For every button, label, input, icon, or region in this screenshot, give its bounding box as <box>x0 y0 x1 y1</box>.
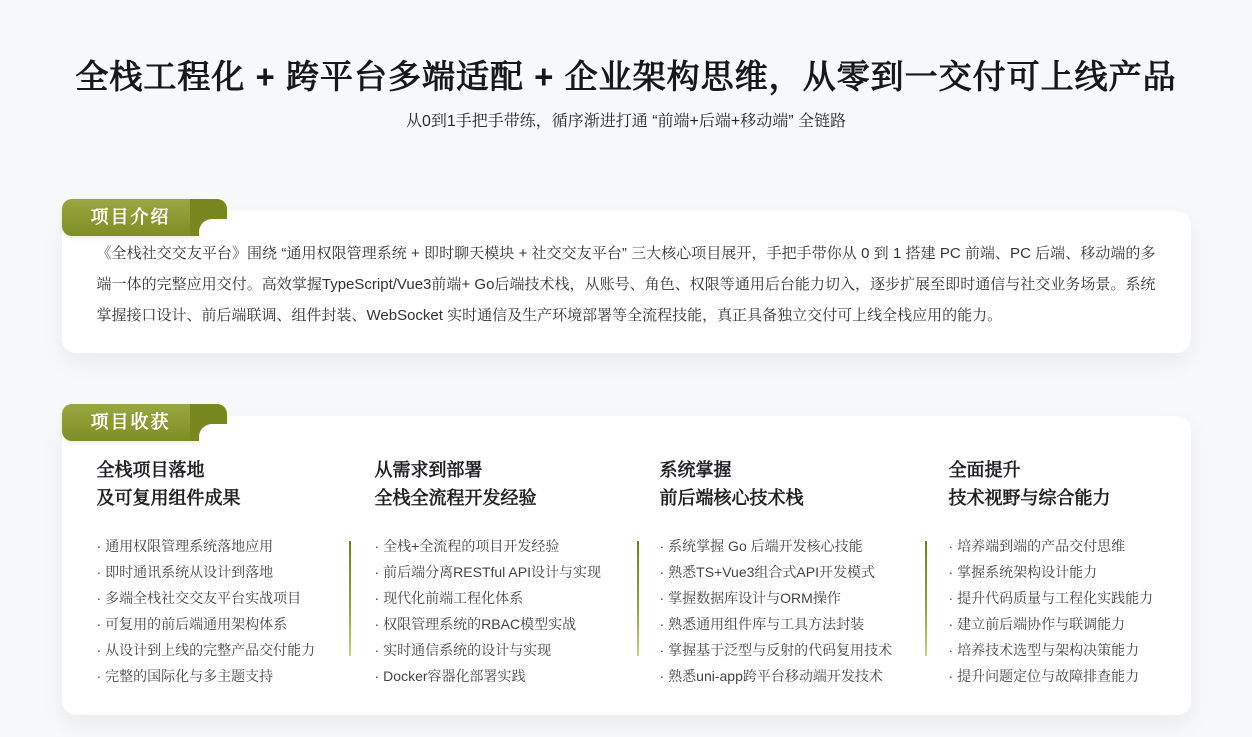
bullet-glyph: · <box>659 590 665 606</box>
gain-column-title <box>949 456 1156 512</box>
list-item: · 培养技术选型与架构决策能力 <box>948 642 1140 658</box>
list-item: · 建立前后端协作与联调能力 <box>948 616 1126 632</box>
tab-project-intro <box>62 199 200 236</box>
project-intro-card <box>62 211 1191 353</box>
list-item: · 权限管理系统的RBAC模型实战 <box>374 616 577 632</box>
list-item: · 现代化前端工程化体系 <box>374 590 524 606</box>
list-item: · 提升问题定位与故障排查能力 <box>948 668 1140 684</box>
list-item: · 掌握基于泛型与反射的代码复用技术 <box>659 642 893 658</box>
list-item: · 通用权限管理系统落地应用 <box>96 538 274 554</box>
list-item: · 从设计到上线的完整产品交付能力 <box>96 642 316 658</box>
list-item: · 熟悉通用组件库与工具方法封装 <box>659 616 865 632</box>
column-divider <box>349 541 351 656</box>
list-item: · 即时通讯系统从设计到落地 <box>96 564 274 580</box>
section-project-gains <box>62 404 1191 715</box>
gain-title-line: 技术视野与综合能力 <box>948 488 1111 508</box>
list-item: · 完整的国际化与多主题支持 <box>96 668 274 684</box>
hero-section <box>0 0 1252 133</box>
list-item: · Docker容器化部署实践 <box>374 668 526 684</box>
gain-title-line: 全栈项目落地 <box>96 460 205 480</box>
bullet-glyph: · <box>948 538 954 554</box>
page-subtitle: 从0到1手把手带练，循序渐进打通 “前端+后端+移动端” 全链路 <box>405 113 847 130</box>
bullet-glyph: · <box>659 538 665 554</box>
section-project-intro <box>62 199 1191 353</box>
bullet-glyph: · <box>96 642 102 658</box>
bullet-glyph: · <box>96 564 102 580</box>
project-intro-paragraph: 《全栈社交交友平台》围绕 “通用权限管理系统 + 即时聊天模块 + 社交交友平台” 三大核心项目展开，手把手带你从 0 到 1 搭建 PC 前端、PC 后端、移动端的多端一体的完整应用交付。高效掌握TypeScript/Vue3前端+ Go后端技术栈，从账号、角色、权限等通用后台能力切入，逐步扩展至即时通信与社交业务场景。系统掌握接口设计、前后端联调、组件封装、WebSocket 实时通信及生产环境部署等全流程技能，真正具备独立交付可上线全栈应用的能力。 <box>96 245 1156 324</box>
gains-grid <box>97 456 1156 689</box>
bullet-glyph: · <box>96 668 102 684</box>
bullet-glyph: · <box>96 616 102 632</box>
list-item: · 实时通信系统的设计与实现 <box>374 642 552 658</box>
gain-list <box>660 533 949 689</box>
gain-list <box>375 533 660 689</box>
list-item: · 系统掌握 Go 后端开发核心技能 <box>659 538 863 554</box>
bullet-glyph: · <box>374 616 380 632</box>
gain-list <box>97 533 375 689</box>
list-item: · 熟悉uni-app跨平台移动端开发技术 <box>659 668 883 684</box>
tab-fold-decoration <box>190 199 227 236</box>
bullet-glyph: · <box>96 538 102 554</box>
tab-project-gains-label: 项目收获 <box>90 412 171 432</box>
bullet-glyph: · <box>374 564 380 580</box>
gain-column-tech-stack <box>660 456 949 689</box>
list-item: · 掌握系统架构设计能力 <box>948 564 1098 580</box>
content-area <box>62 199 1191 715</box>
gain-title-line: 全面提升 <box>948 460 1021 480</box>
list-item: · 全栈+全流程的项目开发经验 <box>374 538 560 554</box>
list-item: · 多端全栈社交交友平台实战项目 <box>96 590 302 606</box>
gain-column-title <box>375 456 660 512</box>
bullet-glyph: · <box>374 538 380 554</box>
gain-column-comprehensive <box>949 456 1156 689</box>
gain-column-fullstack-delivery <box>97 456 375 689</box>
list-item: · 掌握数据库设计与ORM操作 <box>659 590 841 606</box>
gain-title-line: 系统掌握 <box>659 460 732 480</box>
column-divider <box>925 541 927 656</box>
project-gains-card <box>62 416 1191 715</box>
gain-column-title <box>660 456 949 512</box>
bullet-glyph: · <box>659 642 665 658</box>
bullet-glyph: · <box>948 668 954 684</box>
gain-list <box>949 533 1156 689</box>
list-item: · 可复用的前后端通用架构体系 <box>96 616 288 632</box>
tab-project-intro-label: 项目介绍 <box>90 207 171 227</box>
tab-project-gains <box>62 404 200 441</box>
column-divider <box>637 541 639 656</box>
bullet-glyph: · <box>374 668 380 684</box>
list-item: · 前后端分离RESTful API设计与实现 <box>374 564 601 580</box>
list-item: · 提升代码质量与工程化实践能力 <box>948 590 1154 606</box>
tab-fold-decoration <box>190 404 227 441</box>
bullet-glyph: · <box>948 564 954 580</box>
bullet-glyph: · <box>374 590 380 606</box>
gain-title-line: 全栈全流程开发经验 <box>374 488 537 508</box>
bullet-glyph: · <box>374 642 380 658</box>
gain-title-line: 及可复用组件成果 <box>96 488 241 508</box>
gain-column-full-process <box>375 456 660 689</box>
bullet-glyph: · <box>948 642 954 658</box>
bullet-glyph: · <box>948 616 954 632</box>
bullet-glyph: · <box>659 668 665 684</box>
gain-title-line: 从需求到部署 <box>374 460 483 480</box>
list-item: · 熟悉TS+Vue3组合式API开发模式 <box>659 564 875 580</box>
page-title: 全栈工程化 + 跨平台多端适配 + 企业架构思维，从零到一交付可上线产品 <box>75 58 1177 95</box>
list-item: · 培养端到端的产品交付思维 <box>948 538 1126 554</box>
gain-column-title <box>97 456 375 512</box>
bullet-glyph: · <box>948 590 954 606</box>
bullet-glyph: · <box>659 564 665 580</box>
bullet-glyph: · <box>659 616 665 632</box>
bullet-glyph: · <box>96 590 102 606</box>
gain-title-line: 前后端核心技术栈 <box>659 488 804 508</box>
